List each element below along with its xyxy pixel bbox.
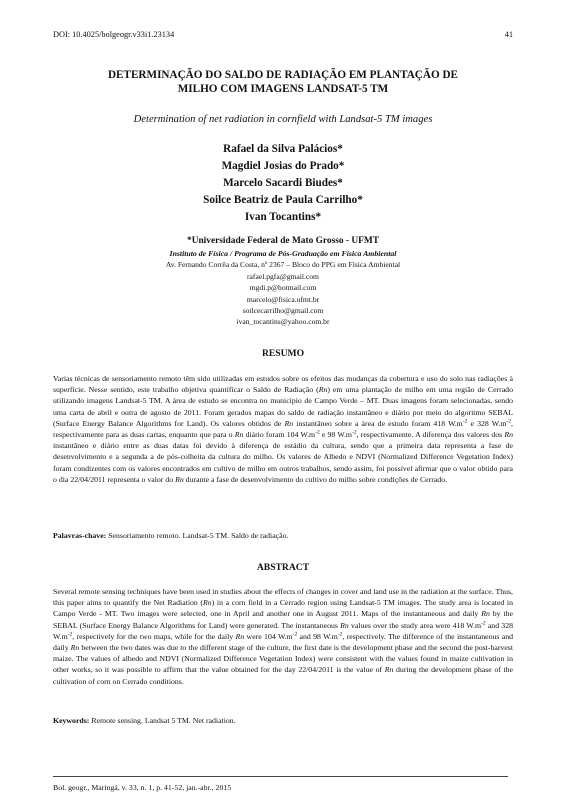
abstract-text: Several remote sensing techniques have been used in studies about the effects of changes in cover and land use in the radiation at the surface. Thus, this paper aims to quantify the Net Radiation (Rn) in a corn field in a Cerrado region using Landsat-5 TM images. The study area is located in Campo Verde - MT. Two images were selected, one in April and another one in August 2011. Maps of the instantaneous and daily Rn by the SEBAL (Surface Energy Balance Algorithms for Land) were generated. The instantaneous Rn values over the study area were 418 $W.m^{-2}$ and 328 $W.m^{-2}$, respectively for the two maps, while for the daily Rn were 104 $W.m^{-2}$ and 98 $W.m^{-2}$, respectively. The difference of the instantaneous and daily Rn between the two dates was due to the different stage of the culture, the first date is the development phase and the second the post-harvest maize. The values of albedo and NDVI (Normalized Difference Vegetation Index) were consistent with the values found in maize cultivation in other works, so it was possible to affirm that the value obtained for the day 22/04/2011 is the value of Rn during the development phase of the cultivation of corn on Cerrado conditions. [53, 587, 514, 686]
page-number: 41 [504, 30, 513, 39]
doi-text: DOI: 10.4025/bolgeogr.v33i1.23134 [53, 30, 175, 39]
title-line-1: DETERMINAÇÃO DO SALDO DE RADIAÇÃO EM PLANTAÇÃO DE [107, 69, 459, 81]
author-list [40, 141, 526, 226]
email-address[interactable]: ivan_tocantins@yahoo.com.br [236, 317, 330, 327]
keywords: Keywords: Remote sensing. Landsat 5 TM. Net radiation. [53, 716, 236, 725]
email-address[interactable]: marcelo@fisica.ufmt.br [246, 294, 320, 304]
resumo-text: Varias técnicas de sensoriamento remoto têm sido utilizadas em estudos sobre os efeitos das mudanças da cobertura e uso do solo nas radiações à superfície. Nesse sentido, este trabalho objetiva quantificar o Saldo de Radiação (Rn) em uma plantação de milho em uma região de Cerrado utilizando imagens Landsat-5 TM. A área de estudo se encontra no município de Campo Verde – MT. Duas imagens foram selecionadas, sendo uma carta de abril e outra de agosto de 2011. Foram gerados mapas do saldo de radiação instantâneo e diário por meio do algoritmo SEBAL (Surface Energy Balance Algorithms for Land). Os valores obtidos de Rn instantâneo sobre a área de estudo foram 418 $W.m^{-2}$ e 328 $W.m^{-2}$, respectivamente para as duas cartas, enquanto que para o Rn diário foram 104 $W.m^{-2}$ e 98 $W.m^{-2}$, respectivamente. A diferença dos valores dos Rn instantâneo e diário entre as duas datas foi devido à diferença de estádio da cultura, sendo que a primeira data representa a fase de desenvolvimento e a segunda a de pós-colheita da cultura do milho. Os valores de Albedo e NDVI (Normalized Difference Vegetation Index) foram condizentes com os valores encontrados em cultivo de milho em outros trabalhos, sendo assim, foi possível afirmar que o valor obtido para o dia 22/04/2011 representa o valor do Rn durante a fase de desenvolvimento do cultivo do milho sobre condições de Cerrado. [53, 374, 514, 484]
university-name: *Universidade Federal de Mato Grosso - UFMT [187, 236, 379, 246]
title-line-2: MILHO COM IMAGENS LANDSAT-5 TM [177, 83, 389, 95]
resumo-heading: RESUMO [261, 348, 305, 359]
author-name: Magdiel Josias do Prado* [221, 160, 345, 172]
footer-citation: Bol. geogr., Maringá, v. 33, n. 1, p. 41-52, jan.-abr., 2015 [53, 783, 232, 792]
affiliation-block [40, 235, 526, 328]
footer-divider [53, 776, 508, 777]
author-name: Ivan Tocantins* [244, 211, 322, 223]
english-title: Determination of net radiation in cornfield with Landsat-5 TM images [133, 114, 433, 125]
author-name: Marcelo Sacardi Biudes* [223, 177, 343, 189]
address-line: Av. Fernando Corrêa da Costa, nº 2367 – Bloco do PPG em Física Ambiental [165, 260, 401, 270]
paper-title [40, 68, 526, 96]
palavras-chave: Palavras-chave: Sensoriamento remoto. Landsat-5 TM. Saldo de radiação. [53, 531, 289, 540]
abstract-heading: ABSTRACT [256, 562, 310, 573]
running-header [53, 30, 513, 39]
email-address[interactable]: mgdi.p@hotmail.com [249, 283, 317, 293]
author-name: Rafael da Silva Palácios* [223, 143, 343, 155]
email-address[interactable]: soilcecarrilho@gmail.com [242, 306, 324, 316]
email-address[interactable]: rafael.pgfa@gmail.com [247, 271, 319, 281]
author-name: Soilce Beatriz de Paula Carrilho* [203, 194, 363, 206]
institute-name: Instituto de Física / Programa de Pós-Graduação em Física Ambiental [169, 249, 397, 258]
